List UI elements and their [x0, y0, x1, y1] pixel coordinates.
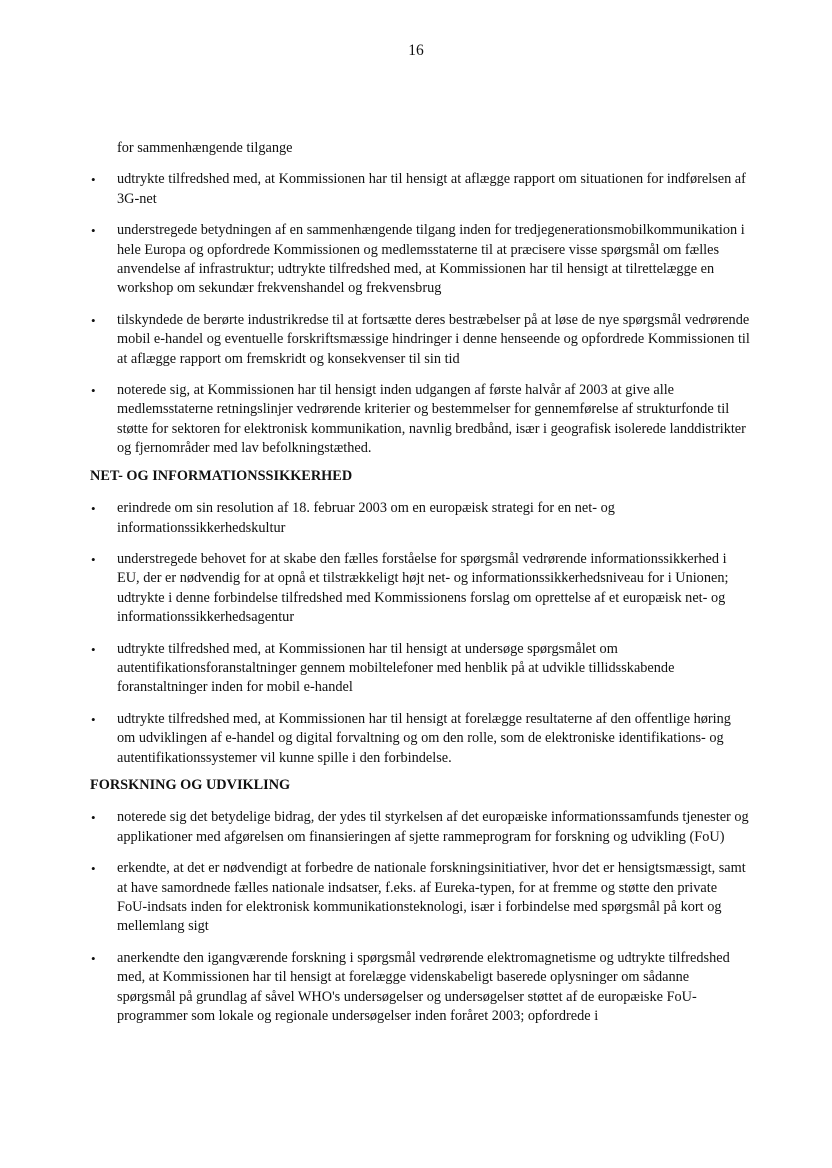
- list-item: [90, 949, 750, 1027]
- list-item-text: noterede sig, at Kommissionen har til hensigt inden udgangen af første halvår af 2003 at give alle medlemsstaterne retningslinjer vedrørende kriterier og bestemmelser for gennemførelse af strukturfonde til støtte for sektoren for elektronisk kommunikation, navnlig bredbånd, især i geografisk isolerede landdistrikter og fjernområder med lav befolkningstæthed.: [117, 382, 746, 457]
- page-number: 16: [408, 42, 424, 59]
- bullet-icon: •: [91, 501, 96, 517]
- bullet-icon: •: [91, 641, 96, 657]
- continuation-text: for sammenhængende tilgange: [117, 140, 293, 156]
- list-item: [90, 381, 750, 459]
- list-item: [90, 859, 750, 937]
- document-body: [90, 139, 750, 1038]
- list-item: [90, 170, 750, 209]
- list-item-text: udtrykte tilfredshed med, at Kommissionen har til hensigt at aflægge rapport om situationen for indførelsen af 3G-net: [117, 171, 746, 207]
- bullet-icon: •: [91, 950, 96, 966]
- bullet-icon: •: [91, 383, 96, 399]
- list-item: [90, 550, 750, 628]
- bullet-icon: •: [91, 172, 96, 188]
- security-bullet-list: [90, 499, 750, 768]
- list-item-text: understregede betydningen af en sammenhængende tilgang inden for tredjegenerationsmobilkommunikation i hele Europa og opfordrede Kommissionen og medlemsstaterne til at præcisere visse spørgsmål om fælles anvendelse af infrastruktur; udtrykte tilfredshed med, at Kommissionen har til hensigt at tilrettelægge en workshop om sekundær frekvenshandel og frekvensbrug: [117, 222, 745, 297]
- list-item-text: udtrykte tilfredshed med, at Kommissionen har til hensigt at undersøge spørgsmålet om autentifikationsforanstaltninger gennem mobiltelefoner med henblik på at udvikle tillidsskabende foranstaltninger inden for mobil e-handel: [117, 640, 675, 696]
- bullet-icon: •: [91, 223, 96, 239]
- bullet-icon: •: [91, 861, 96, 877]
- list-item-text: udtrykte tilfredshed med, at Kommissionen har til hensigt at forelægge resultaterne af den offentlige høring om udviklingen af e-handel og digital forvaltning og om den rolle, som de elektroniske identifikations- og autentifikationssystemer vil kunne spille i den forbindelse.: [117, 710, 731, 766]
- list-item-text: erkendte, at det er nødvendigt at forbedre de nationale forskningsinitiativer, hvor det er hensigtsmæssigt, samt at have samordnede fælles nationale indsatser, f.eks. af Eureka-typen, for at fremme og støtte den private FoU-indsats inden for elektronisk kommunikationsteknologi, især i forbindelse med spørgsmål på kort og mellemlang sigt: [117, 860, 746, 935]
- bullet-icon: •: [91, 312, 96, 328]
- list-item: [90, 710, 750, 768]
- bullet-icon: •: [91, 551, 96, 567]
- list-item-text: erindrede om sin resolution af 18. februar 2003 om en europæisk strategi for en net- og informationssikkerhedskultur: [117, 500, 615, 536]
- list-item: [90, 808, 750, 847]
- research-bullet-list: [90, 808, 750, 1026]
- list-item: [90, 499, 750, 538]
- intro-bullet-list: [90, 170, 750, 458]
- bullet-icon: •: [91, 810, 96, 826]
- section-heading-security: NET- OG INFORMATIONSSIKKERHED: [90, 467, 353, 484]
- list-item: [90, 640, 750, 698]
- bullet-icon: •: [91, 711, 96, 727]
- list-item-text: anerkendte den igangværende forskning i spørgsmål vedrørende elektromagnetisme og udtrykte tilfredshed med, at Kommissionen har til hensigt at forelægge videnskabeligt baserede oplysninger om sådanne spørgsmål på grundlag af såvel WHO's undersøgelser og undersøgelser støttet af de europæiske FoU-programmer som lokale og regionale undersøgelser inden foråret 2003; opfordrede i: [117, 949, 730, 1025]
- list-item-text: noterede sig det betydelige bidrag, der ydes til styrkelsen af det europæiske informationssamfunds tjenester og applikationer med afgørelsen om finansieringen af sjette rammeprogram for forskning og udvikling (FoU): [117, 809, 749, 845]
- list-item: [90, 221, 750, 299]
- list-item-text: tilskyndede de berørte industrikredse til at fortsætte deres bestræbelser på at løse de nye spørgsmål vedrørende mobil e-handel og eventuelle forskriftsmæssige hindringer i denne henseende og opfordrede Kommissionen til at aflægge rapport om fremskridt og konsekvenser til sin tid: [117, 311, 750, 367]
- list-item: [90, 311, 750, 369]
- section-heading-research: FORSKNING OG UDVIKLING: [90, 776, 291, 793]
- list-item-text: understregede behovet for at skabe den fælles forståelse for spørgsmål vedrørende informationssikkerhed i EU, der er nødvendig for at opnå et tilstrækkeligt højt net- og informationssikkerhedsniveau for i Unionen; udtrykte i denne forbindelse tilfredshed med Kommissionens forslag om oprettelse af et europæisk net- og informationssikkerhedsagentur: [117, 550, 729, 626]
